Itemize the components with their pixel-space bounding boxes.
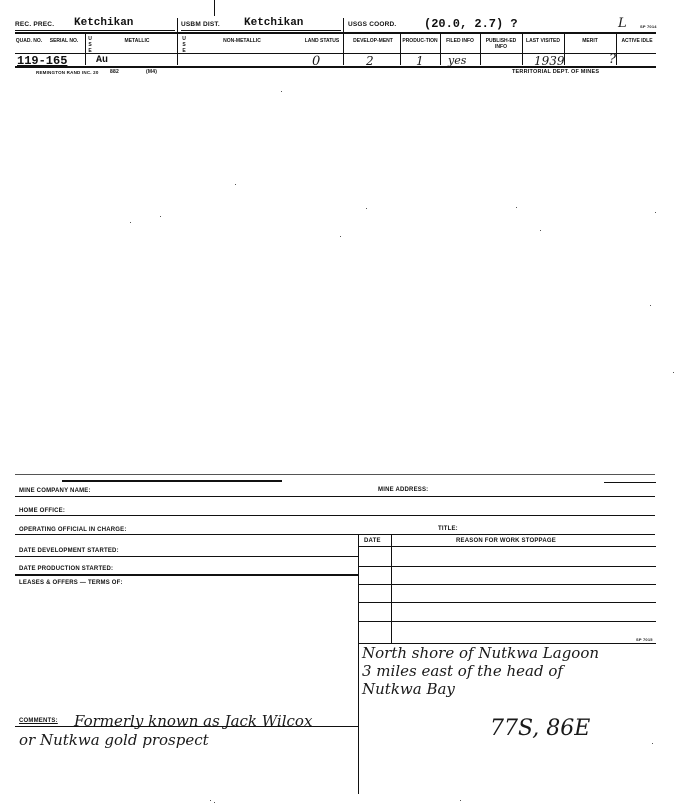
col-quad-no: QUAD. NO. [15,38,43,44]
title-label: TITLE: [438,526,458,532]
punch-mark [214,0,215,16]
comments-line-1: Formerly known as Jack Wilcox [74,712,313,730]
col-development: DEVELOP-MENT [353,38,393,44]
form-number: SP 7014 [640,24,657,29]
mine-address-label: MINE ADDRESS: [378,487,429,493]
rec-prec-label: REC. PREC. [15,21,55,28]
col-last-visited: LAST VISITED [526,38,560,44]
col-filed-info: FILED INFO [446,38,474,44]
usbm-dist-value: Ketchikan [244,17,304,29]
card-rule [15,32,656,34]
divider [177,18,178,65]
usgs-coord-label: USGS COORD. [348,21,397,28]
col-merit: MERIT [582,38,598,44]
grid-divider [358,534,359,644]
comments-rule [15,726,358,727]
card-edge [62,480,282,482]
col-land-status: LAND STATUS [304,38,340,44]
date-production-label: DATE PRODUCTION STARTED: [19,566,114,572]
filed-info-value: yes [448,54,467,67]
grid-rule [358,621,656,622]
reason-column-label: REASON FOR WORK STOPPAGE [456,538,556,544]
operating-official-label: OPERATING OFFICIAL IN CHARGE: [19,527,127,533]
quad-serial-value: 119-165 [17,54,68,68]
card-edge [15,474,655,475]
col-active-idle: ACTIVE IDLE [621,38,653,44]
metallic-value: Au [96,55,109,66]
form-rule [15,534,655,535]
rec-prec-underline [15,30,175,31]
divider [440,34,441,65]
col-production: PRODUC-TION [402,38,438,44]
footer-code-b: (M4) [146,69,158,75]
grid-rule [358,602,656,603]
date-development-label: DATE DEVELOPMENT STARTED: [19,548,119,554]
form-rule [15,556,358,557]
col-use-left: U S E [88,36,92,54]
production-value: 1 [416,54,424,68]
grid-rule [358,584,656,585]
location-line-2: 3 miles east of the head of [362,662,563,680]
usbm-dist-label: USBM DIST. [181,21,220,28]
footer-right: TERRITORIAL DEPT. OF MINES [512,69,600,75]
last-visited-value: 1939 [534,54,565,68]
footer-left: REMINGTON RAND INC. 20 [36,70,99,75]
col-non-metallic: NON-METALLIC [223,38,261,44]
usgs-coord-value: (20.0, 2.7) ? [424,17,518,31]
comments-line-2: or Nutkwa gold prospect [19,731,209,749]
card-edge [604,482,656,483]
divider [85,34,86,65]
grid-rule [358,566,656,567]
divider [400,34,401,65]
divider [522,34,523,65]
col-use-right: U S E [182,36,186,54]
card-rule [15,66,656,68]
grid-divider [391,534,392,644]
footer-code-a: 882 [110,69,119,75]
leases-label: LEASES & OFFERS — TERMS OF: [19,580,123,586]
usbm-dist-underline [181,30,341,31]
form-number-lower: SP 7015 [636,637,653,642]
development-value: 2 [366,54,374,68]
form-rule [15,574,358,576]
corner-mark: L [618,16,627,31]
location-line-3: Nutkwa Bay [362,680,455,698]
col-serial-no: SERIAL NO. [49,38,79,44]
location-line-1: North shore of Nutkwa Lagoon [362,644,600,662]
col-metallic: METALLIC [124,38,150,44]
merit-value: ? [609,52,616,67]
form-rule [358,546,656,547]
divider [343,18,344,65]
land-status-value: 0 [312,54,321,69]
col-published-info: PUBLISH-ED INFO [485,38,517,50]
coordinate-note: 77S, 86E [490,716,591,741]
date-column-label: DATE [364,538,381,544]
form-rule [15,496,655,497]
home-office-label: HOME OFFICE: [19,508,66,514]
grid-divider [358,644,359,794]
mine-company-label: MINE COMPANY NAME: [19,488,91,494]
comments-label: COMMENTS: [19,718,58,724]
divider [480,34,481,65]
rec-prec-value: Ketchikan [74,17,134,29]
divider [616,34,617,65]
form-rule [15,515,655,516]
